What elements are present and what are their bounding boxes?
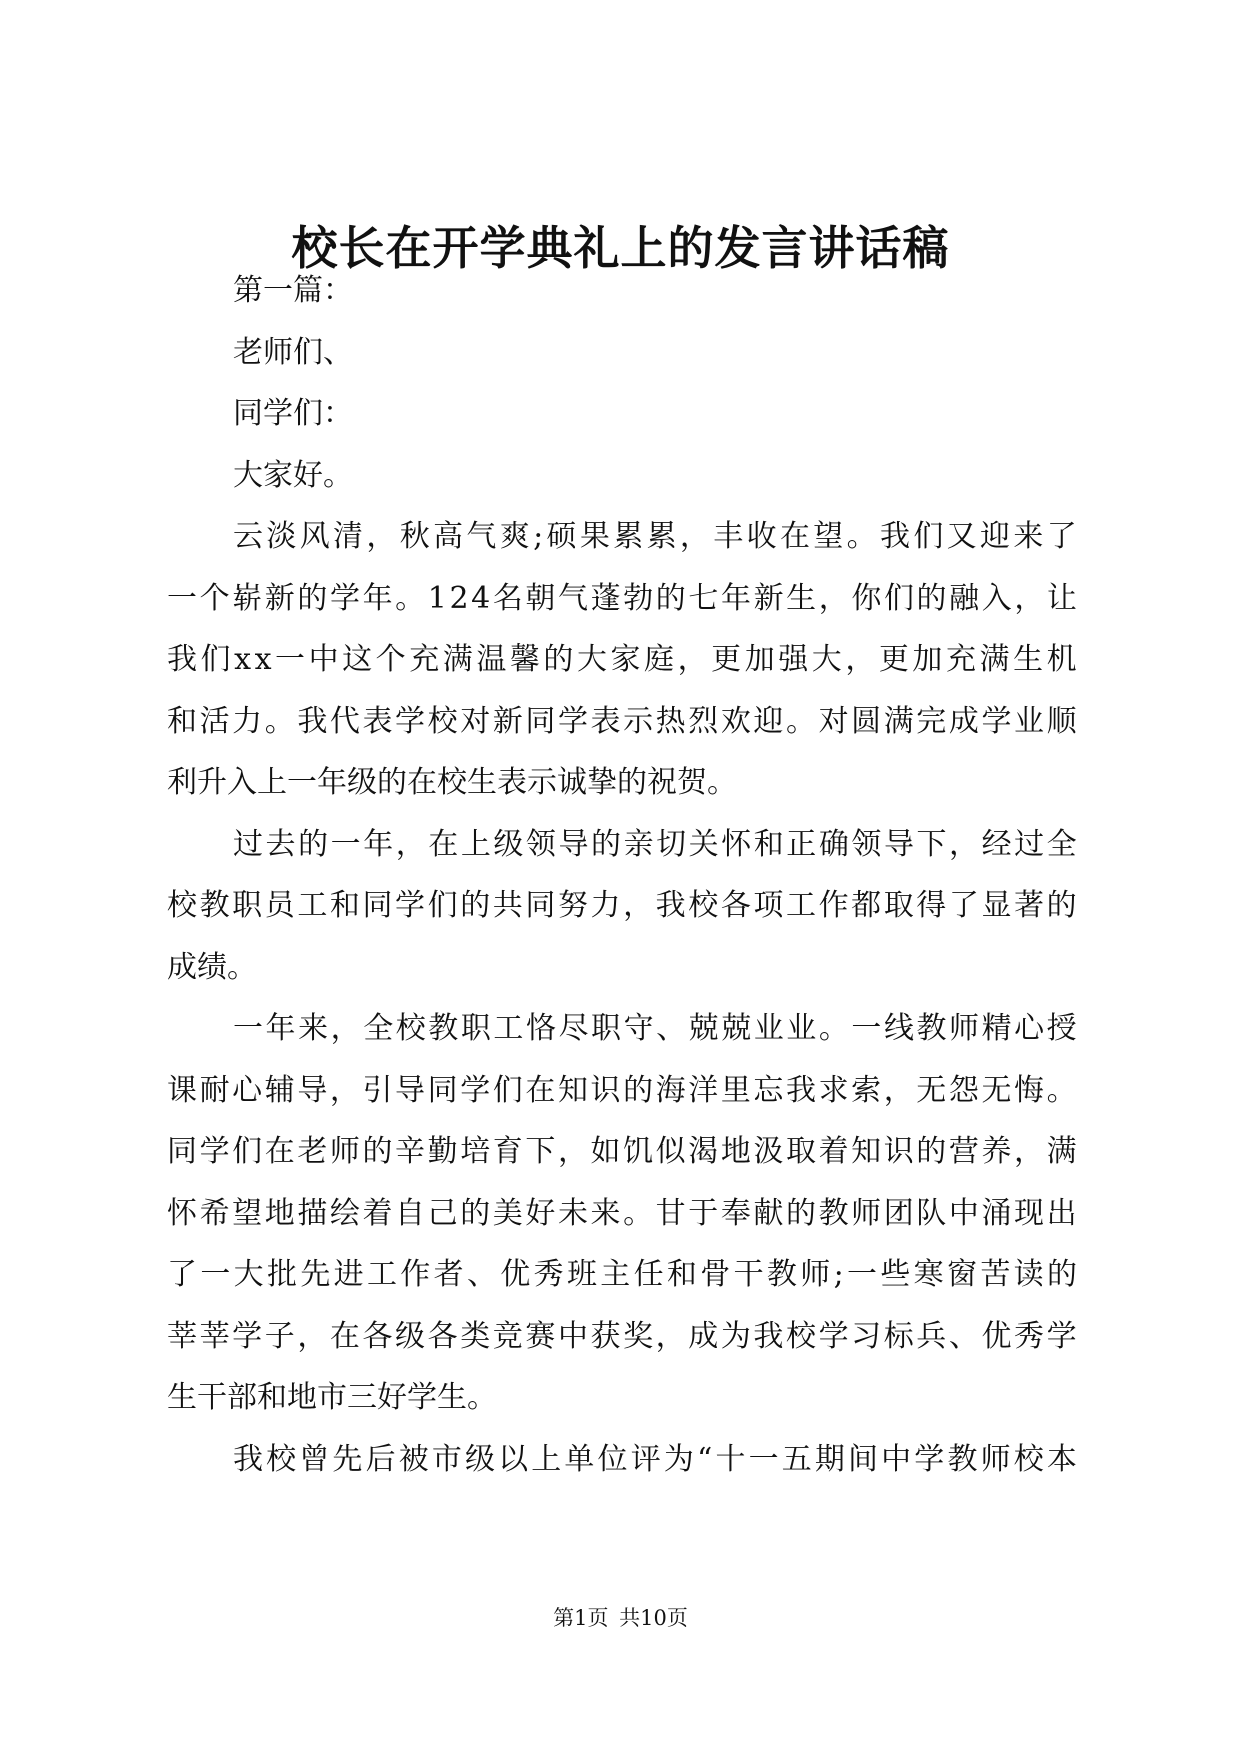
body-line: 过 去 的 一 年 ， 在 上 级 领 导 的 亲 切 关 怀 和 正 确 领 导 下 ， 经 过 全 [233, 826, 1077, 862]
body-line: 校 教 职 员 工 和 同 学 们 的 共 同 努 力 ， 我 校 各 项 工 作 都 取 得 了 显 著 的 [167, 888, 1077, 923]
document-title: 校长在开学典礼上的发言讲话稿 [291, 221, 950, 275]
body-line: 同学们： [233, 396, 353, 431]
body-line: 怀 希 望 地 描 绘 着 自 己 的 美 好 未 来 。 甘 于 奉 献 的 教 师 团 队 中 涌 现 出 [167, 1195, 1077, 1231]
body-line: 我 们 x x 一 中 这 个 充 满 温 馨 的 大 家 庭 ， 更 加 强 大 ， 更 加 充 满 生 机 [167, 642, 1077, 677]
body-line: 一 个 崭 新 的 学 年 。 1 2 4 名 朝 气 蓬 勃 的 七 年 新 生 ， 你 们 的 融 入 ， 让 [167, 580, 1077, 616]
body-line: 大家好。 [233, 457, 353, 493]
body-line: 利升入上一年级的在校生表示诚挚的祝贺。 [167, 765, 737, 800]
body-line: 了 一 大 批 先 进 工 作 者 、 优 秀 班 主 任 和 骨 干 教 师 ; 一 些 寒 窗 苦 读 的 [167, 1257, 1077, 1292]
body-line: 莘 莘 学 子 ， 在 各 级 各 类 竞 赛 中 获 奖 ， 成 为 我 校 学 习 标 兵 、 优 秀 学 [167, 1318, 1077, 1354]
page-total: 共10页 [619, 1606, 688, 1630]
document-body [167, 260, 1077, 1490]
body-line: 我 校 曾 先 后 被 市 级 以 上 单 位 评 为 “ 十 一 五 期 间 中 学 教 师 校 本 [233, 1441, 1077, 1477]
body-line: 老师们、 [233, 334, 353, 370]
body-line: 课 耐 心 辅 导 ， 引 导 同 学 们 在 知 识 的 海 洋 里 忘 我 求 索 ， 无 怨 无 悔 。 [167, 1072, 1077, 1108]
page-number: 第1页 [553, 1606, 609, 1630]
body-line: 第一篇： [233, 273, 353, 308]
body-line: 生干部和地市三好学生。 [167, 1380, 497, 1415]
page-footer [0, 1603, 1241, 1633]
body-line: 云 淡 风 清 ， 秋 高 气 爽 ; 硕 果 累 累 ， 丰 收 在 望 。 我 们 又 迎 来 了 [233, 519, 1077, 554]
body-line: 同 学 们 在 老 师 的 辛 勤 培 育 下 ， 如 饥 似 渴 地 汲 取 着 知 识 的 营 养 ， 满 [167, 1134, 1077, 1169]
body-line: 一 年 来 ， 全 校 教 职 工 恪 尽 职 守 、 兢 兢 业 业 。 一 线 教 师 精 心 授 [233, 1011, 1077, 1046]
body-line: 成绩。 [167, 949, 257, 985]
body-line: 和 活 力 。 我 代 表 学 校 对 新 同 学 表 示 热 烈 欢 迎 。 对 圆 满 完 成 学 业 顺 [167, 703, 1077, 739]
